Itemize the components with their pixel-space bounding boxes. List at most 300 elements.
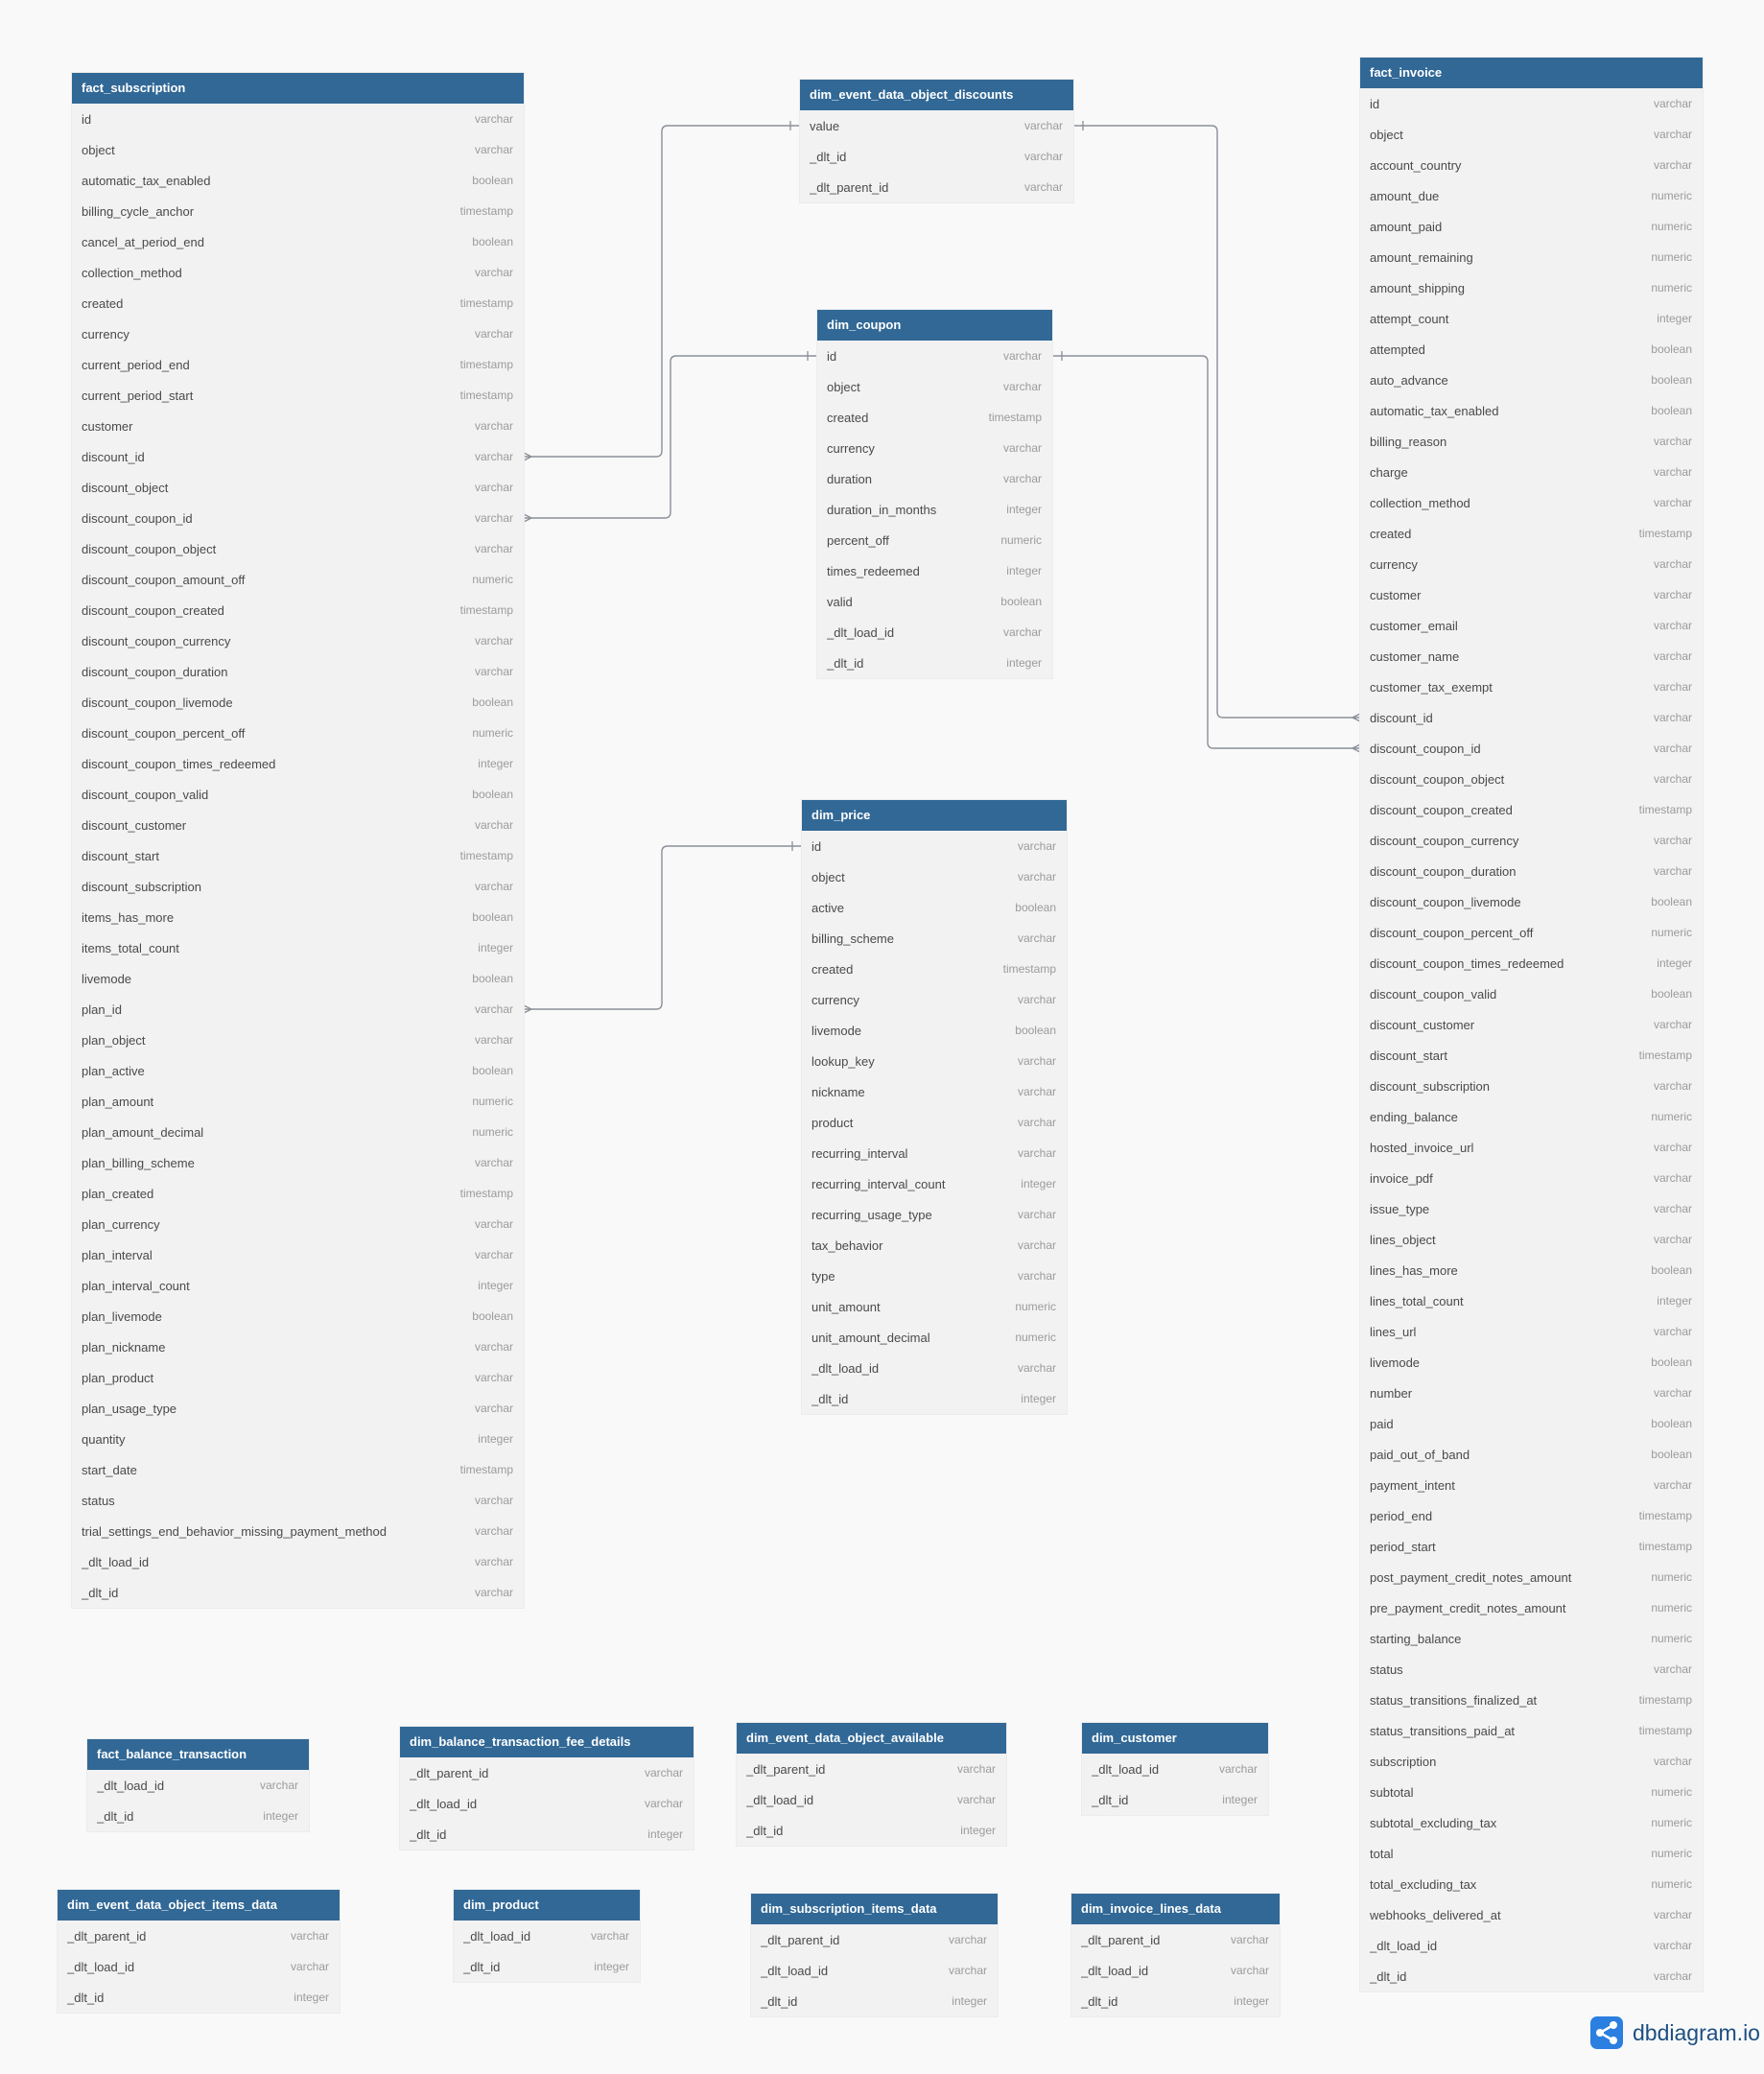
field-name: payment_intent (1370, 1477, 1455, 1493)
table-fact-invoice[interactable] (1360, 58, 1703, 1992)
table-field-row[interactable] (1360, 365, 1703, 395)
table-field-row[interactable] (72, 1270, 524, 1301)
table-field-row[interactable] (72, 1454, 524, 1485)
table-field-row[interactable] (72, 226, 524, 257)
table-field-row[interactable] (1360, 1071, 1703, 1101)
field-name: _dlt_id (810, 149, 847, 164)
table-field-row[interactable] (72, 288, 524, 318)
table-field-row[interactable] (1360, 1500, 1703, 1531)
table-field-row[interactable] (72, 902, 524, 932)
field-name: tax_behavior (811, 1237, 883, 1253)
field-name: active (811, 900, 844, 915)
field-name: subtotal_excluding_tax (1370, 1815, 1497, 1830)
field-name: lines_object (1370, 1232, 1436, 1247)
field-type: varchar (1023, 119, 1063, 132)
table-field-row[interactable] (1360, 518, 1703, 549)
table-field-row[interactable] (1360, 1378, 1703, 1408)
table-field-row[interactable] (1082, 1784, 1268, 1815)
table-field-row[interactable] (72, 380, 524, 411)
field-name: _dlt_id (1081, 1993, 1118, 2009)
table-field-row[interactable] (72, 1546, 524, 1577)
field-name: paid_out_of_band (1370, 1447, 1470, 1462)
table-field-row[interactable] (802, 984, 1067, 1015)
table-dim-event-data-object-items-data[interactable] (58, 1890, 340, 2013)
many-cardinality-marker (1352, 714, 1360, 721)
field-type: varchar (1653, 1325, 1692, 1338)
table-field-row[interactable] (802, 1168, 1067, 1199)
table-field-row[interactable] (1360, 764, 1703, 794)
field-type: integer (594, 1960, 629, 1973)
field-type: numeric (1651, 1110, 1692, 1123)
table-field-row[interactable] (72, 318, 524, 349)
field-type: varchar (1002, 625, 1042, 639)
table-field-row[interactable] (1360, 549, 1703, 579)
field-name: automatic_tax_enabled (1370, 403, 1499, 418)
table-field-row[interactable] (1071, 1955, 1280, 1986)
table-field-row[interactable] (737, 1754, 1006, 1784)
table-field-row[interactable] (72, 134, 524, 165)
field-name: currency (811, 992, 859, 1007)
table-field-row[interactable] (87, 1770, 309, 1801)
table-field-row[interactable] (72, 1025, 524, 1055)
table-field-row[interactable] (1360, 211, 1703, 242)
table-dim-price[interactable] (802, 800, 1067, 1414)
field-name: currency (1370, 556, 1418, 572)
table-field-row[interactable] (72, 104, 524, 134)
field-name: created (811, 961, 854, 977)
field-name: _dlt_load_id (827, 625, 895, 640)
field-type: varchar (1653, 557, 1692, 571)
table-field-row[interactable] (1360, 1777, 1703, 1807)
table-field-row[interactable] (72, 349, 524, 380)
field-name: discount_coupon_duration (1370, 863, 1517, 879)
field-name: _dlt_id (761, 1993, 798, 2009)
table-field-row[interactable] (72, 165, 524, 196)
table-dim-event-data-object-available[interactable] (737, 1723, 1006, 1846)
table-field-row[interactable] (802, 1015, 1067, 1046)
table-field-row[interactable] (1360, 978, 1703, 1009)
table-field-row[interactable] (1360, 948, 1703, 978)
table-field-row[interactable] (817, 555, 1052, 586)
table-field-row[interactable] (72, 625, 524, 656)
field-type: integer (478, 941, 513, 955)
table-field-row[interactable] (72, 1424, 524, 1454)
table-field-row[interactable] (751, 1955, 998, 1986)
table-field-row[interactable] (72, 1178, 524, 1209)
table-field-row[interactable] (802, 1138, 1067, 1168)
field-name: discount_subscription (82, 879, 202, 894)
field-type: varchar (474, 818, 513, 832)
field-name: _dlt_load_id (811, 1360, 880, 1376)
table-dim-balance-transaction-fee-details[interactable] (400, 1727, 694, 1850)
table-field-row[interactable] (72, 1485, 524, 1516)
field-type: boolean (1651, 1355, 1692, 1369)
table-field-row[interactable] (72, 656, 524, 687)
table-header[interactable]: dim_price (802, 800, 1067, 831)
table-field-row[interactable] (817, 648, 1052, 678)
table-field-row[interactable] (400, 1819, 694, 1850)
table-field-row[interactable] (72, 748, 524, 779)
table-field-row[interactable] (1360, 334, 1703, 365)
table-field-row[interactable] (800, 110, 1073, 141)
table-field-row[interactable] (1360, 1531, 1703, 1562)
table-field-row[interactable] (72, 441, 524, 472)
field-type: varchar (474, 1033, 513, 1047)
field-type: varchar (1017, 1208, 1056, 1221)
field-type: varchar (1002, 472, 1042, 485)
field-name: _dlt_load_id (761, 1963, 829, 1978)
field-name: total (1370, 1846, 1394, 1861)
field-name: starting_balance (1370, 1631, 1462, 1646)
table-field-row[interactable] (1360, 119, 1703, 150)
table-field-row[interactable] (72, 1055, 524, 1086)
table-field-row[interactable] (751, 1924, 998, 1955)
field-name: discount_coupon_valid (82, 787, 209, 802)
table-field-row[interactable] (1360, 1285, 1703, 1316)
field-type: varchar (1017, 839, 1056, 853)
table-field-row[interactable] (58, 1921, 340, 1951)
table-field-row[interactable] (72, 564, 524, 595)
table-field-row[interactable] (72, 840, 524, 871)
field-type: integer (1657, 956, 1692, 970)
table-field-row[interactable] (72, 932, 524, 963)
table-field-row[interactable] (1360, 1746, 1703, 1777)
field-type: varchar (474, 481, 513, 494)
table-field-row[interactable] (72, 718, 524, 748)
table-header[interactable]: fact_subscription (72, 73, 524, 104)
table-field-row[interactable] (400, 1757, 694, 1788)
table-field-row[interactable] (1360, 1255, 1703, 1285)
field-name: plan_interval_count (82, 1278, 190, 1293)
table-field-row[interactable] (72, 963, 524, 994)
table-field-row[interactable] (1360, 672, 1703, 702)
table-header[interactable]: dim_event_data_object_items_data (58, 1890, 340, 1921)
field-name: livemode (82, 971, 132, 986)
table-field-row[interactable] (802, 1107, 1067, 1138)
table-field-row[interactable] (1360, 1316, 1703, 1347)
table-field-row[interactable] (1360, 1838, 1703, 1869)
table-field-row[interactable] (1360, 1224, 1703, 1255)
table-field-row[interactable] (72, 1117, 524, 1147)
table-field-row[interactable] (802, 1353, 1067, 1383)
field-type: varchar (1653, 97, 1692, 110)
table-field-row[interactable] (1360, 1961, 1703, 1992)
field-type: varchar (644, 1797, 683, 1810)
table-field-row[interactable] (1360, 1869, 1703, 1899)
table-field-row[interactable] (817, 525, 1052, 555)
field-name: created (827, 410, 869, 425)
table-field-row[interactable] (800, 172, 1073, 202)
table-field-row[interactable] (58, 1982, 340, 2013)
table-field-row[interactable] (802, 1322, 1067, 1353)
table-field-row[interactable] (1360, 1101, 1703, 1132)
field-type: varchar (1653, 680, 1692, 694)
field-name: lookup_key (811, 1053, 875, 1069)
table-field-row[interactable] (1360, 457, 1703, 487)
table-field-row[interactable] (72, 196, 524, 226)
field-type: timestamp (459, 1463, 513, 1476)
field-name: paid (1370, 1416, 1394, 1431)
table-field-row[interactable] (817, 433, 1052, 463)
field-name: percent_off (827, 532, 889, 548)
table-field-row[interactable] (751, 1986, 998, 2016)
table-field-row[interactable] (802, 954, 1067, 984)
table-header[interactable]: fact_invoice (1360, 58, 1703, 88)
table-dim-subscription-items-data[interactable] (751, 1894, 998, 2016)
table-field-row[interactable] (1360, 242, 1703, 272)
table-field-row[interactable] (72, 1332, 524, 1362)
table-header[interactable]: dim_coupon (817, 310, 1052, 341)
table-field-row[interactable] (72, 810, 524, 840)
table-field-row[interactable] (454, 1951, 640, 1982)
brand-watermark[interactable] (1590, 2015, 1760, 2050)
field-type: varchar (1653, 465, 1692, 479)
field-name: _dlt_id (1370, 1968, 1407, 1984)
field-name: number (1370, 1385, 1413, 1401)
field-type: varchar (1653, 1939, 1692, 1952)
table-field-row[interactable] (72, 257, 524, 288)
field-name: discount_id (82, 449, 145, 464)
table-field-row[interactable] (1360, 1009, 1703, 1040)
field-type: boolean (1000, 595, 1042, 608)
field-type: varchar (474, 665, 513, 678)
table-field-row[interactable] (800, 141, 1073, 172)
field-name: period_end (1370, 1508, 1433, 1523)
table-field-row[interactable] (1360, 272, 1703, 303)
field-type: varchar (259, 1779, 298, 1792)
field-type: varchar (1653, 772, 1692, 786)
table-field-row[interactable] (1360, 1807, 1703, 1838)
table-field-row[interactable] (1360, 886, 1703, 917)
table-field-row[interactable] (1360, 395, 1703, 426)
table-field-row[interactable] (72, 1147, 524, 1178)
table-field-row[interactable] (72, 1086, 524, 1117)
field-name: _dlt_parent_id (761, 1932, 840, 1947)
field-type: varchar (1017, 1361, 1056, 1375)
table-field-row[interactable] (1360, 1470, 1703, 1500)
table-field-row[interactable] (1360, 150, 1703, 180)
table-field-row[interactable] (72, 595, 524, 625)
table-field-row[interactable] (1360, 702, 1703, 733)
table-field-row[interactable] (1360, 1899, 1703, 1930)
table-field-row[interactable] (58, 1951, 340, 1982)
field-type: integer (1006, 656, 1042, 670)
table-field-row[interactable] (72, 994, 524, 1025)
table-dim-customer[interactable] (1082, 1723, 1268, 1815)
field-name: _dlt_load_id (1081, 1963, 1149, 1978)
table-header[interactable]: dim_event_data_object_available (737, 1723, 1006, 1754)
field-name: discount_coupon_percent_off (1370, 925, 1534, 940)
table-field-row[interactable] (72, 1393, 524, 1424)
field-name: currency (827, 440, 875, 456)
field-name: plan_amount (82, 1094, 154, 1109)
table-field-row[interactable] (72, 1301, 524, 1332)
table-field-row[interactable] (72, 1209, 524, 1239)
field-type: varchar (1017, 1238, 1056, 1252)
table-field-row[interactable] (802, 923, 1067, 954)
table-field-row[interactable] (400, 1788, 694, 1819)
field-type: integer (1021, 1177, 1056, 1190)
field-name: object (82, 142, 115, 157)
table-dim-product[interactable] (454, 1890, 640, 1982)
field-name: currency (82, 326, 129, 342)
table-field-row[interactable] (1360, 1654, 1703, 1685)
table-fact-balance-transaction[interactable] (87, 1739, 309, 1831)
table-field-row[interactable] (72, 871, 524, 902)
field-type: integer (960, 1824, 996, 1837)
many-cardinality-marker (524, 514, 531, 522)
table-header[interactable]: dim_product (454, 1890, 640, 1921)
table-field-row[interactable] (1360, 1132, 1703, 1163)
field-type: varchar (1653, 128, 1692, 141)
field-type: boolean (472, 972, 513, 985)
table-field-row[interactable] (1360, 1040, 1703, 1071)
table-field-row[interactable] (1360, 579, 1703, 610)
table-field-row[interactable] (802, 1199, 1067, 1230)
table-field-row[interactable] (87, 1801, 309, 1831)
table-header[interactable]: dim_balance_transaction_fee_details (400, 1727, 694, 1757)
table-field-row[interactable] (737, 1784, 1006, 1815)
table-field-row[interactable] (1071, 1986, 1280, 2016)
table-field-row[interactable] (72, 503, 524, 533)
field-type: varchar (474, 1217, 513, 1231)
field-type: varchar (1653, 742, 1692, 755)
table-header[interactable]: dim_invoice_lines_data (1071, 1894, 1280, 1924)
table-field-row[interactable] (1360, 426, 1703, 457)
field-name: discount_coupon_duration (82, 664, 228, 679)
field-name: discount_object (82, 480, 169, 495)
table-field-row[interactable] (1360, 1163, 1703, 1193)
table-field-row[interactable] (802, 1261, 1067, 1291)
table-dim-coupon[interactable] (817, 310, 1052, 678)
table-field-row[interactable] (1360, 1592, 1703, 1623)
field-type: varchar (1653, 649, 1692, 663)
field-type: varchar (1218, 1762, 1258, 1776)
field-type: numeric (1651, 250, 1692, 264)
field-type: varchar (290, 1929, 329, 1943)
field-type: varchar (1653, 435, 1692, 448)
table-field-row[interactable] (802, 1076, 1067, 1107)
field-type: varchar (474, 419, 513, 433)
field-name: discount_coupon_times_redeemed (1370, 955, 1564, 971)
table-field-row[interactable] (72, 687, 524, 718)
field-name: discount_coupon_id (1370, 741, 1481, 756)
table-field-row[interactable] (1360, 303, 1703, 334)
field-name: account_country (1370, 157, 1462, 173)
table-header[interactable]: dim_customer (1082, 1723, 1268, 1754)
field-name: _dlt_id (410, 1827, 447, 1842)
table-header[interactable]: fact_balance_transaction (87, 1739, 309, 1770)
table-field-row[interactable] (817, 341, 1052, 371)
field-name: issue_type (1370, 1201, 1430, 1216)
table-field-row[interactable] (1360, 856, 1703, 886)
table-field-row[interactable] (817, 494, 1052, 525)
table-field-row[interactable] (1082, 1754, 1268, 1784)
field-type: varchar (474, 327, 513, 341)
table-field-row[interactable] (1360, 1408, 1703, 1439)
table-field-row[interactable] (72, 779, 524, 810)
table-field-row[interactable] (1360, 917, 1703, 948)
field-type: integer (1234, 1994, 1269, 2008)
table-field-row[interactable] (817, 617, 1052, 648)
table-fact-subscription[interactable] (72, 73, 524, 1608)
table-field-row[interactable] (1360, 641, 1703, 672)
table-field-row[interactable] (1360, 794, 1703, 825)
field-name: customer (1370, 587, 1422, 602)
table-field-row[interactable] (1360, 1439, 1703, 1470)
table-field-row[interactable] (802, 1046, 1067, 1076)
field-name: livemode (811, 1023, 862, 1038)
field-type: numeric (1651, 1785, 1692, 1799)
table-field-row[interactable] (817, 463, 1052, 494)
table-field-row[interactable] (817, 586, 1052, 617)
table-field-row[interactable] (72, 1239, 524, 1270)
table-field-row[interactable] (1360, 1715, 1703, 1746)
table-field-row[interactable] (454, 1921, 640, 1951)
table-field-row[interactable] (1360, 1685, 1703, 1715)
table-field-row[interactable] (72, 1516, 524, 1546)
field-type: numeric (472, 1095, 513, 1108)
table-field-row[interactable] (72, 1362, 524, 1393)
field-type: integer (647, 1827, 683, 1841)
table-field-row[interactable] (1360, 180, 1703, 211)
field-name: plan_product (82, 1370, 154, 1385)
field-name: _dlt_parent_id (810, 179, 889, 195)
table-field-row[interactable] (817, 371, 1052, 402)
field-name: _dlt_id (463, 1959, 501, 1974)
table-field-row[interactable] (1360, 1562, 1703, 1592)
field-type: varchar (1017, 1054, 1056, 1068)
table-field-row[interactable] (72, 1577, 524, 1608)
field-type: varchar (1653, 588, 1692, 601)
table-field-row[interactable] (1360, 487, 1703, 518)
table-field-row[interactable] (802, 1383, 1067, 1414)
table-field-row[interactable] (802, 861, 1067, 892)
table-field-row[interactable] (1360, 825, 1703, 856)
table-field-row[interactable] (802, 1230, 1067, 1261)
field-type: numeric (1651, 1570, 1692, 1584)
table-dim-invoice-lines-data[interactable] (1071, 1894, 1280, 2016)
field-type: varchar (1002, 380, 1042, 393)
table-field-row[interactable] (1360, 1623, 1703, 1654)
table-field-row[interactable] (1360, 610, 1703, 641)
field-name: discount_coupon_amount_off (82, 572, 246, 587)
table-field-row[interactable] (817, 402, 1052, 433)
table-field-row[interactable] (1360, 1347, 1703, 1378)
table-field-row[interactable] (1360, 1193, 1703, 1224)
table-field-row[interactable] (737, 1815, 1006, 1846)
table-field-row[interactable] (72, 411, 524, 441)
field-type: integer (1222, 1793, 1258, 1806)
table-field-row[interactable] (1071, 1924, 1280, 1955)
field-type: varchar (474, 1586, 513, 1599)
table-header[interactable]: dim_event_data_object_discounts (800, 80, 1073, 110)
table-field-row[interactable] (72, 472, 524, 503)
table-field-row[interactable] (802, 831, 1067, 861)
relationship-line (1052, 356, 1360, 748)
field-type: varchar (1653, 1141, 1692, 1154)
table-header[interactable]: dim_subscription_items_data (751, 1894, 998, 1924)
table-field-row[interactable] (72, 533, 524, 564)
table-field-row[interactable] (1360, 88, 1703, 119)
table-dim-event-data-object-discounts[interactable] (800, 80, 1073, 202)
table-field-row[interactable] (802, 892, 1067, 923)
table-field-row[interactable] (802, 1291, 1067, 1322)
table-field-row[interactable] (1360, 733, 1703, 764)
table-field-row[interactable] (1360, 1930, 1703, 1961)
field-name: _dlt_id (1092, 1792, 1129, 1807)
field-type: boolean (472, 1309, 513, 1323)
